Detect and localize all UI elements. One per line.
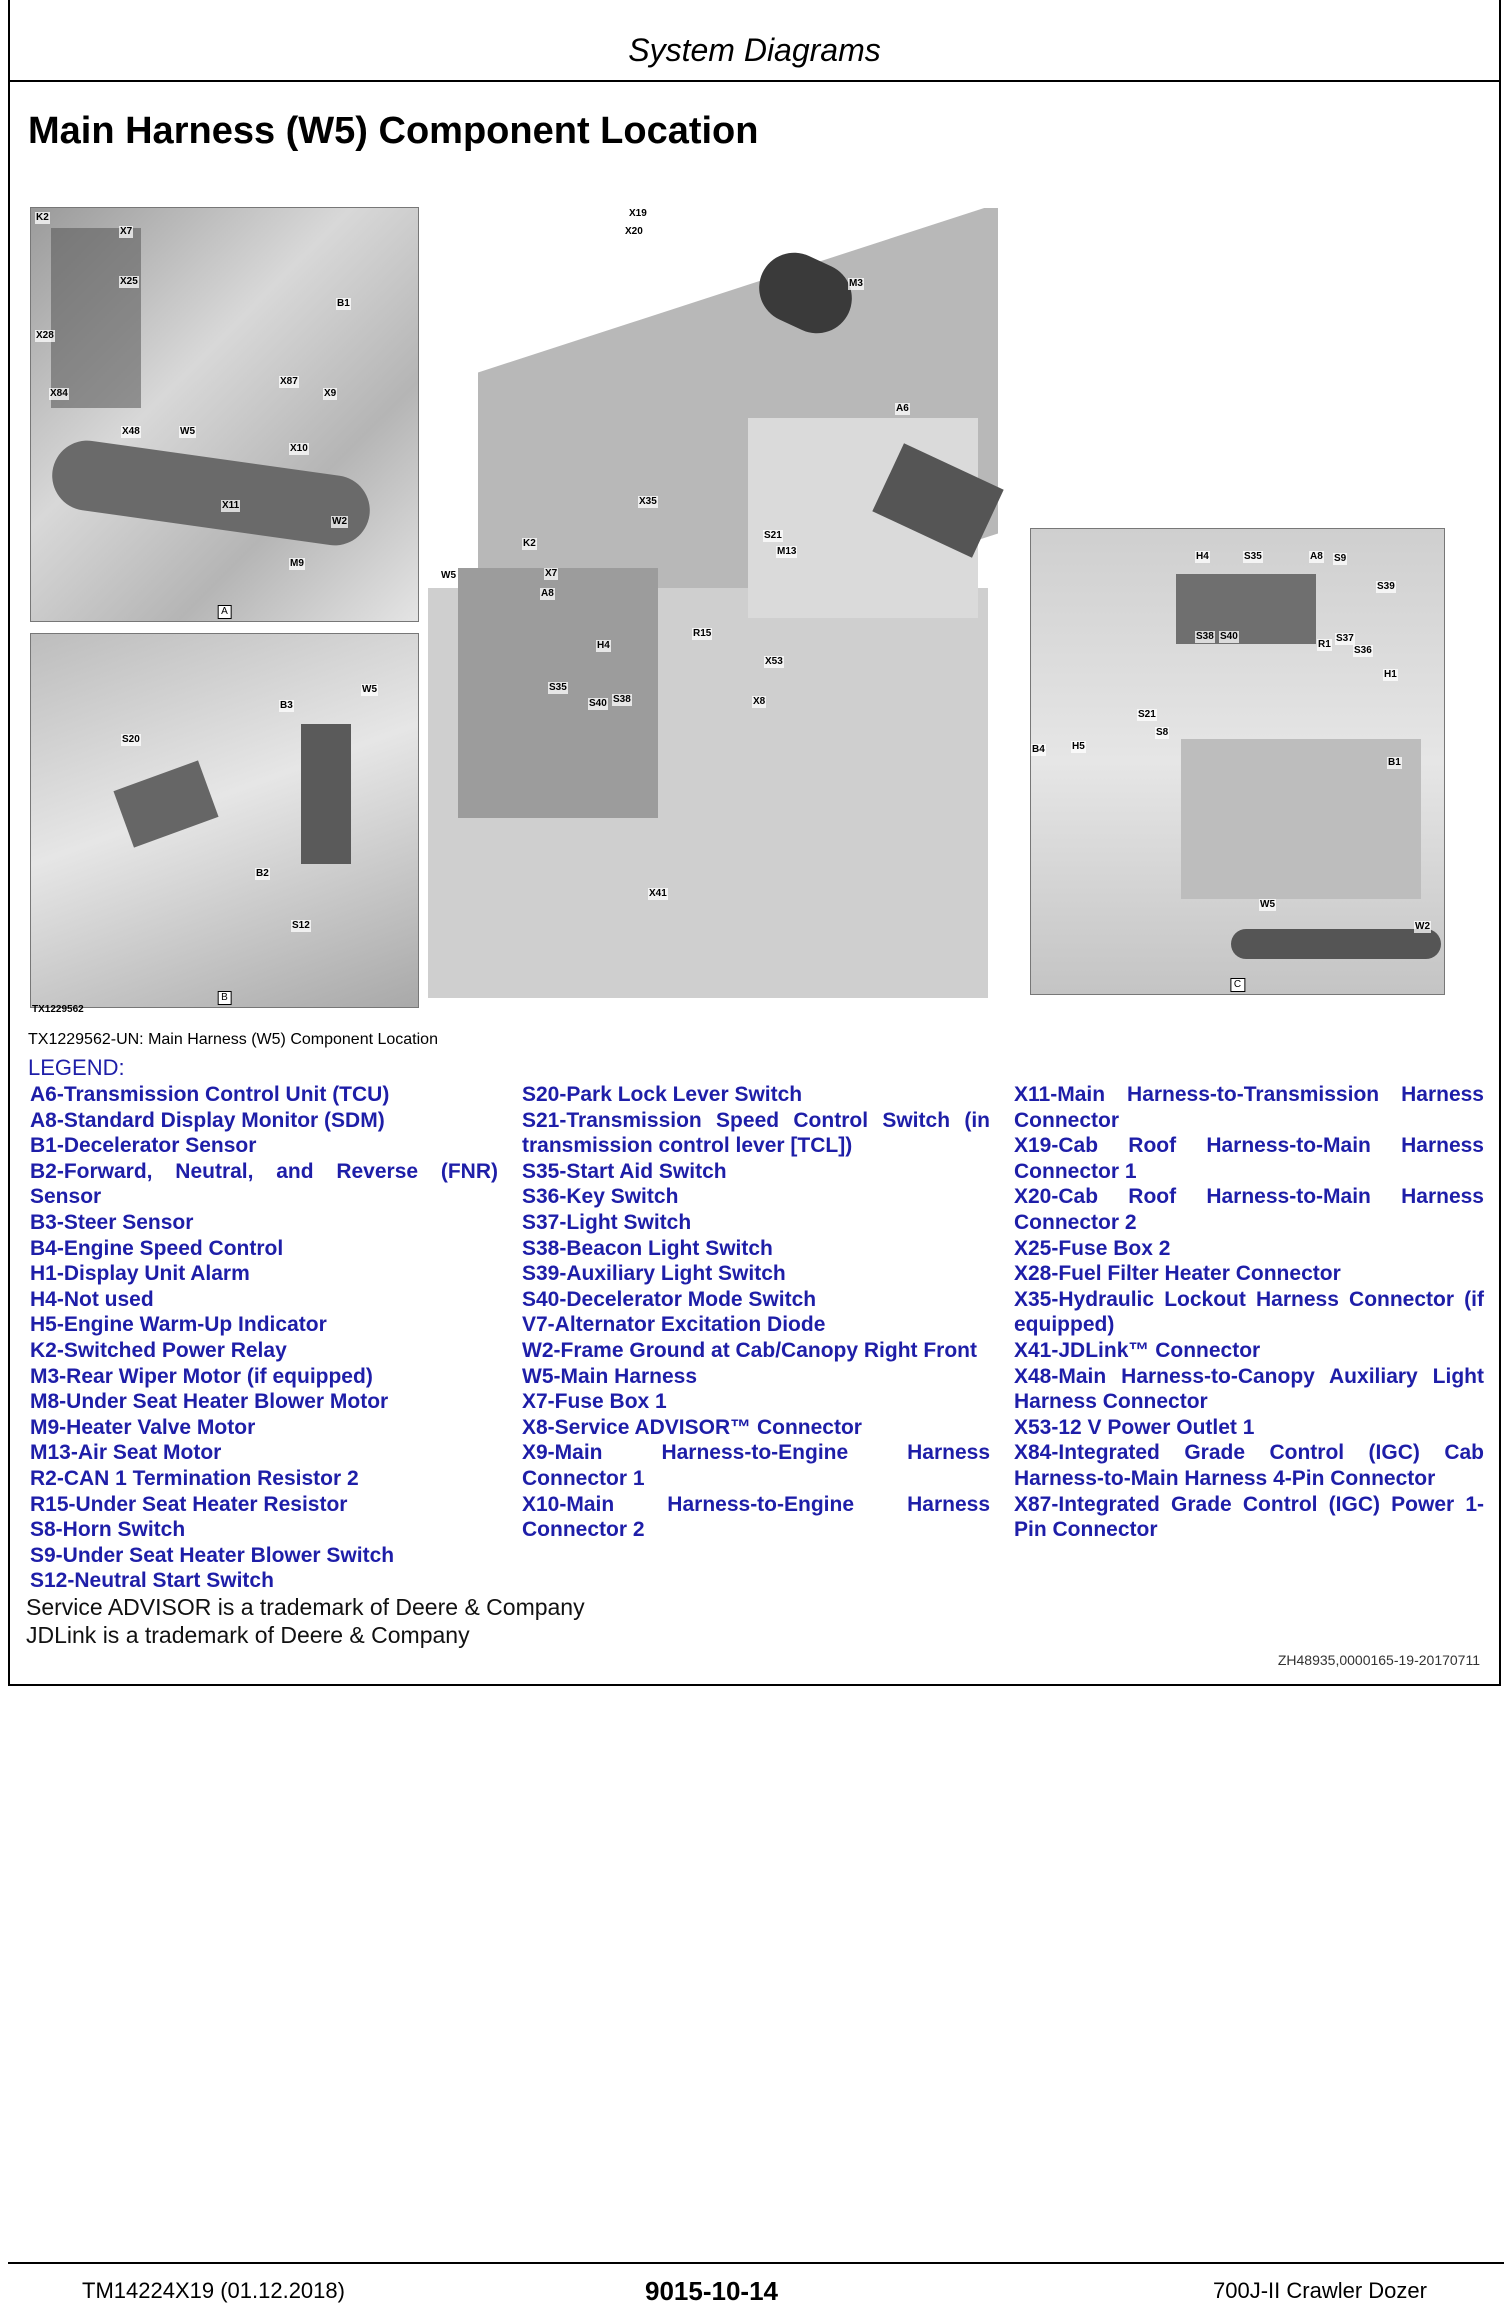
panel-letter: A [217, 605, 232, 619]
legend-item: H5-Engine Warm-Up Indicator [30, 1313, 327, 1337]
legend-item: X20-Cab Roof Harness-to-Main Harness Connector 2 [1014, 1185, 1484, 1234]
legend-item: X87-Integrated Grade Control (IGC) Power 1-Pin Connector [1014, 1492, 1484, 1542]
legend-item: S37-Light Switch [522, 1210, 692, 1234]
figure-callout: H4 [597, 640, 610, 651]
legend-item: S35-Start Aid Switch [522, 1159, 727, 1183]
legend-item: A6-Transmission Control Unit (TCU) [30, 1083, 390, 1106]
legend-item: K2-Switched Power Relay [30, 1338, 287, 1362]
legend-item: S38-Beacon Light Switch [522, 1236, 773, 1260]
legend-item: B1-Decelerator Sensor [30, 1134, 257, 1158]
figure-callout: X53 [765, 656, 783, 667]
figure-callout: A8 [541, 588, 554, 599]
trademark-note: JDLink is a trademark of Deere & Company [26, 1622, 470, 1648]
figure-callout: M9 [290, 558, 304, 569]
figure-callout: X84 [50, 388, 68, 399]
footer-page-number: 9015-10-14 [645, 2276, 778, 2306]
figure-callout: S9 [1334, 553, 1347, 564]
figure-callout: X20 [625, 226, 643, 237]
legend-item: H1-Display Unit Alarm [30, 1262, 250, 1286]
figure-callout: W5 [362, 684, 377, 695]
legend-item: X8-Service ADVISOR™ Connector [522, 1415, 862, 1439]
figure-callout: B2 [256, 868, 269, 879]
legend-item: X11-Main Harness-to-Transmission Harness Connector [1014, 1083, 1484, 1132]
figure-callout: A8 [1310, 551, 1323, 562]
legend-item: S36-Key Switch [522, 1185, 679, 1209]
header-divider [8, 80, 1501, 82]
legend-item: V7-Alternator Excitation Diode [522, 1313, 826, 1337]
figure-callout: X10 [290, 443, 308, 454]
figure-callout: X35 [639, 496, 657, 507]
page-title: Main Harness (W5) Component Location [28, 110, 759, 152]
panel-letter: C [1230, 978, 1245, 992]
figure-callout: B1 [1388, 757, 1401, 768]
legend-item: X10-Main Harness-to-Engine Harness Connector 2 [522, 1492, 990, 1542]
figure-callout: H5 [1072, 741, 1085, 752]
figure-callout: K2 [523, 538, 536, 549]
legend-item: S21-Transmission Speed Control Switch (in transmission control lever [TCL]) [522, 1108, 990, 1158]
figure-callout: B3 [280, 700, 293, 711]
legend-item: S9-Under Seat Heater Blower Switch [30, 1543, 395, 1567]
legend-item: A8-Standard Display Monitor (SDM) [30, 1108, 385, 1132]
legend-item: X9-Main Harness-to-Engine Harness Connector 1 [522, 1441, 990, 1490]
figure-callout: X7 [545, 568, 558, 579]
panel-letter: B [217, 991, 232, 1005]
figure-callout: S37 [1336, 633, 1354, 644]
legend-column-2 [522, 1082, 990, 1543]
legend-title: LEGEND: [28, 1055, 125, 1080]
legend-column-3 [1014, 1082, 1484, 1543]
figure-callout: K2 [36, 212, 49, 223]
legend-item: W2-Frame Ground at Cab/Canopy Right Front [522, 1338, 977, 1362]
figure-panel-main [428, 208, 1018, 998]
legend-item: X7-Fuse Box 1 [522, 1390, 667, 1414]
figure-callout: X8 [753, 696, 766, 707]
document-id: ZH48935,0000165-19-20170711 [1277, 1652, 1480, 1668]
figure-panel-b [30, 633, 419, 1008]
figure-callout: A6 [896, 403, 909, 414]
figure-callout: H4 [1196, 551, 1209, 562]
legend-item: X35-Hydraulic Lockout Harness Connector (if equipped) [1014, 1287, 1484, 1337]
figure-callout: W2 [332, 516, 347, 527]
figure-callout: X9 [324, 388, 337, 399]
legend-item: R2-CAN 1 Termination Resistor 2 [30, 1466, 359, 1490]
legend-item: M13-Air Seat Motor [30, 1441, 222, 1465]
figure-callout: S40 [589, 698, 607, 709]
footer-model: 700J-II Crawler Dozer [1213, 2278, 1427, 2303]
legend-item: B2-Forward, Neutral, and Reverse (FNR) Sensor [30, 1159, 498, 1209]
legend-item: B3-Steer Sensor [30, 1210, 194, 1234]
figure-callout: M13 [777, 546, 797, 557]
figure-panel-c [1030, 528, 1445, 995]
legend-item: H4-Not used [30, 1287, 154, 1311]
legend-item: M9-Heater Valve Motor [30, 1415, 256, 1439]
figure-callout: X48 [122, 426, 140, 437]
legend-item: X48-Main Harness-to-Canopy Auxiliary Light Harness Connector [1014, 1364, 1484, 1414]
legend-item: W5-Main Harness [522, 1364, 698, 1388]
footer-divider [8, 2262, 1504, 2264]
legend-item: R15-Under Seat Heater Resistor [30, 1492, 348, 1516]
figure-callout: M3 [849, 278, 863, 289]
figure-callout: S21 [1138, 709, 1156, 720]
trademark-note: Service ADVISOR is a trademark of Deere & Company [26, 1594, 585, 1620]
legend-item: M8-Under Seat Heater Blower Motor [30, 1390, 389, 1414]
figure-callout: R1 [1318, 639, 1331, 650]
legend-item: M3-Rear Wiper Motor (if equipped) [30, 1364, 373, 1388]
legend-item: X41-JDLink™ Connector [1014, 1338, 1261, 1362]
figure-caption: TX1229562-UN: Main Harness (W5) Component Location [28, 1031, 438, 1048]
figure-callout: X28 [36, 330, 54, 341]
legend-item: B4-Engine Speed Control [30, 1236, 284, 1260]
legend-item: X25-Fuse Box 2 [1014, 1236, 1171, 1260]
legend-item: S40-Decelerator Mode Switch [522, 1287, 817, 1311]
figure-callout: W5 [441, 570, 456, 581]
figure-callout: X41 [649, 888, 667, 899]
figure-callout: X11 [222, 500, 240, 511]
figure-callout: S39 [1377, 581, 1395, 592]
legend-item: X28-Fuel Filter Heater Connector [1014, 1262, 1341, 1286]
legend-item: S39-Auxiliary Light Switch [522, 1262, 786, 1286]
figure-callout: X19 [629, 208, 647, 219]
legend-item: S20-Park Lock Lever Switch [522, 1083, 803, 1106]
figure-callout: X7 [120, 226, 133, 237]
figure-panel-a [30, 207, 419, 622]
figure-small-id: TX1229562 [32, 1004, 84, 1015]
figure-callout: W2 [1415, 921, 1430, 932]
figure-callout: S38 [613, 694, 631, 705]
figure-callout: X87 [280, 376, 298, 387]
figure-callout: S35 [1244, 551, 1262, 562]
figure-callout: B1 [337, 298, 350, 309]
figure-callout: S38 [1196, 631, 1214, 642]
figure-callout: S36 [1354, 645, 1372, 656]
figure-callout: S12 [292, 920, 310, 931]
legend-item: X19-Cab Roof Harness-to-Main Harness Connector 1 [1014, 1134, 1484, 1183]
legend-item: X53-12 V Power Outlet 1 [1014, 1415, 1255, 1439]
figure-callout: R15 [693, 628, 712, 639]
figure-callout: X25 [120, 276, 138, 287]
legend-item: X84-Integrated Grade Control (IGC) Cab Harness-to-Main Harness 4-Pin Connector [1014, 1441, 1484, 1490]
figure-callout: W5 [1260, 899, 1275, 910]
footer-manual-id: TM14224X19 (01.12.2018) [82, 2278, 345, 2303]
figure-callout: W5 [180, 426, 195, 437]
figure-callout: H1 [1384, 669, 1397, 680]
legend-item: S12-Neutral Start Switch [30, 1569, 274, 1593]
figure-callout: S40 [1220, 631, 1238, 642]
section-header: System Diagrams [628, 32, 881, 68]
legend-item: S8-Horn Switch [30, 1518, 186, 1542]
legend-column-1 [30, 1082, 498, 1594]
figure-callout: S20 [122, 734, 140, 745]
figure-callout: S21 [764, 530, 782, 541]
figure-callout: S8 [1156, 727, 1169, 738]
figure-callout: B4 [1032, 744, 1045, 755]
figure-callout: S35 [549, 682, 567, 693]
